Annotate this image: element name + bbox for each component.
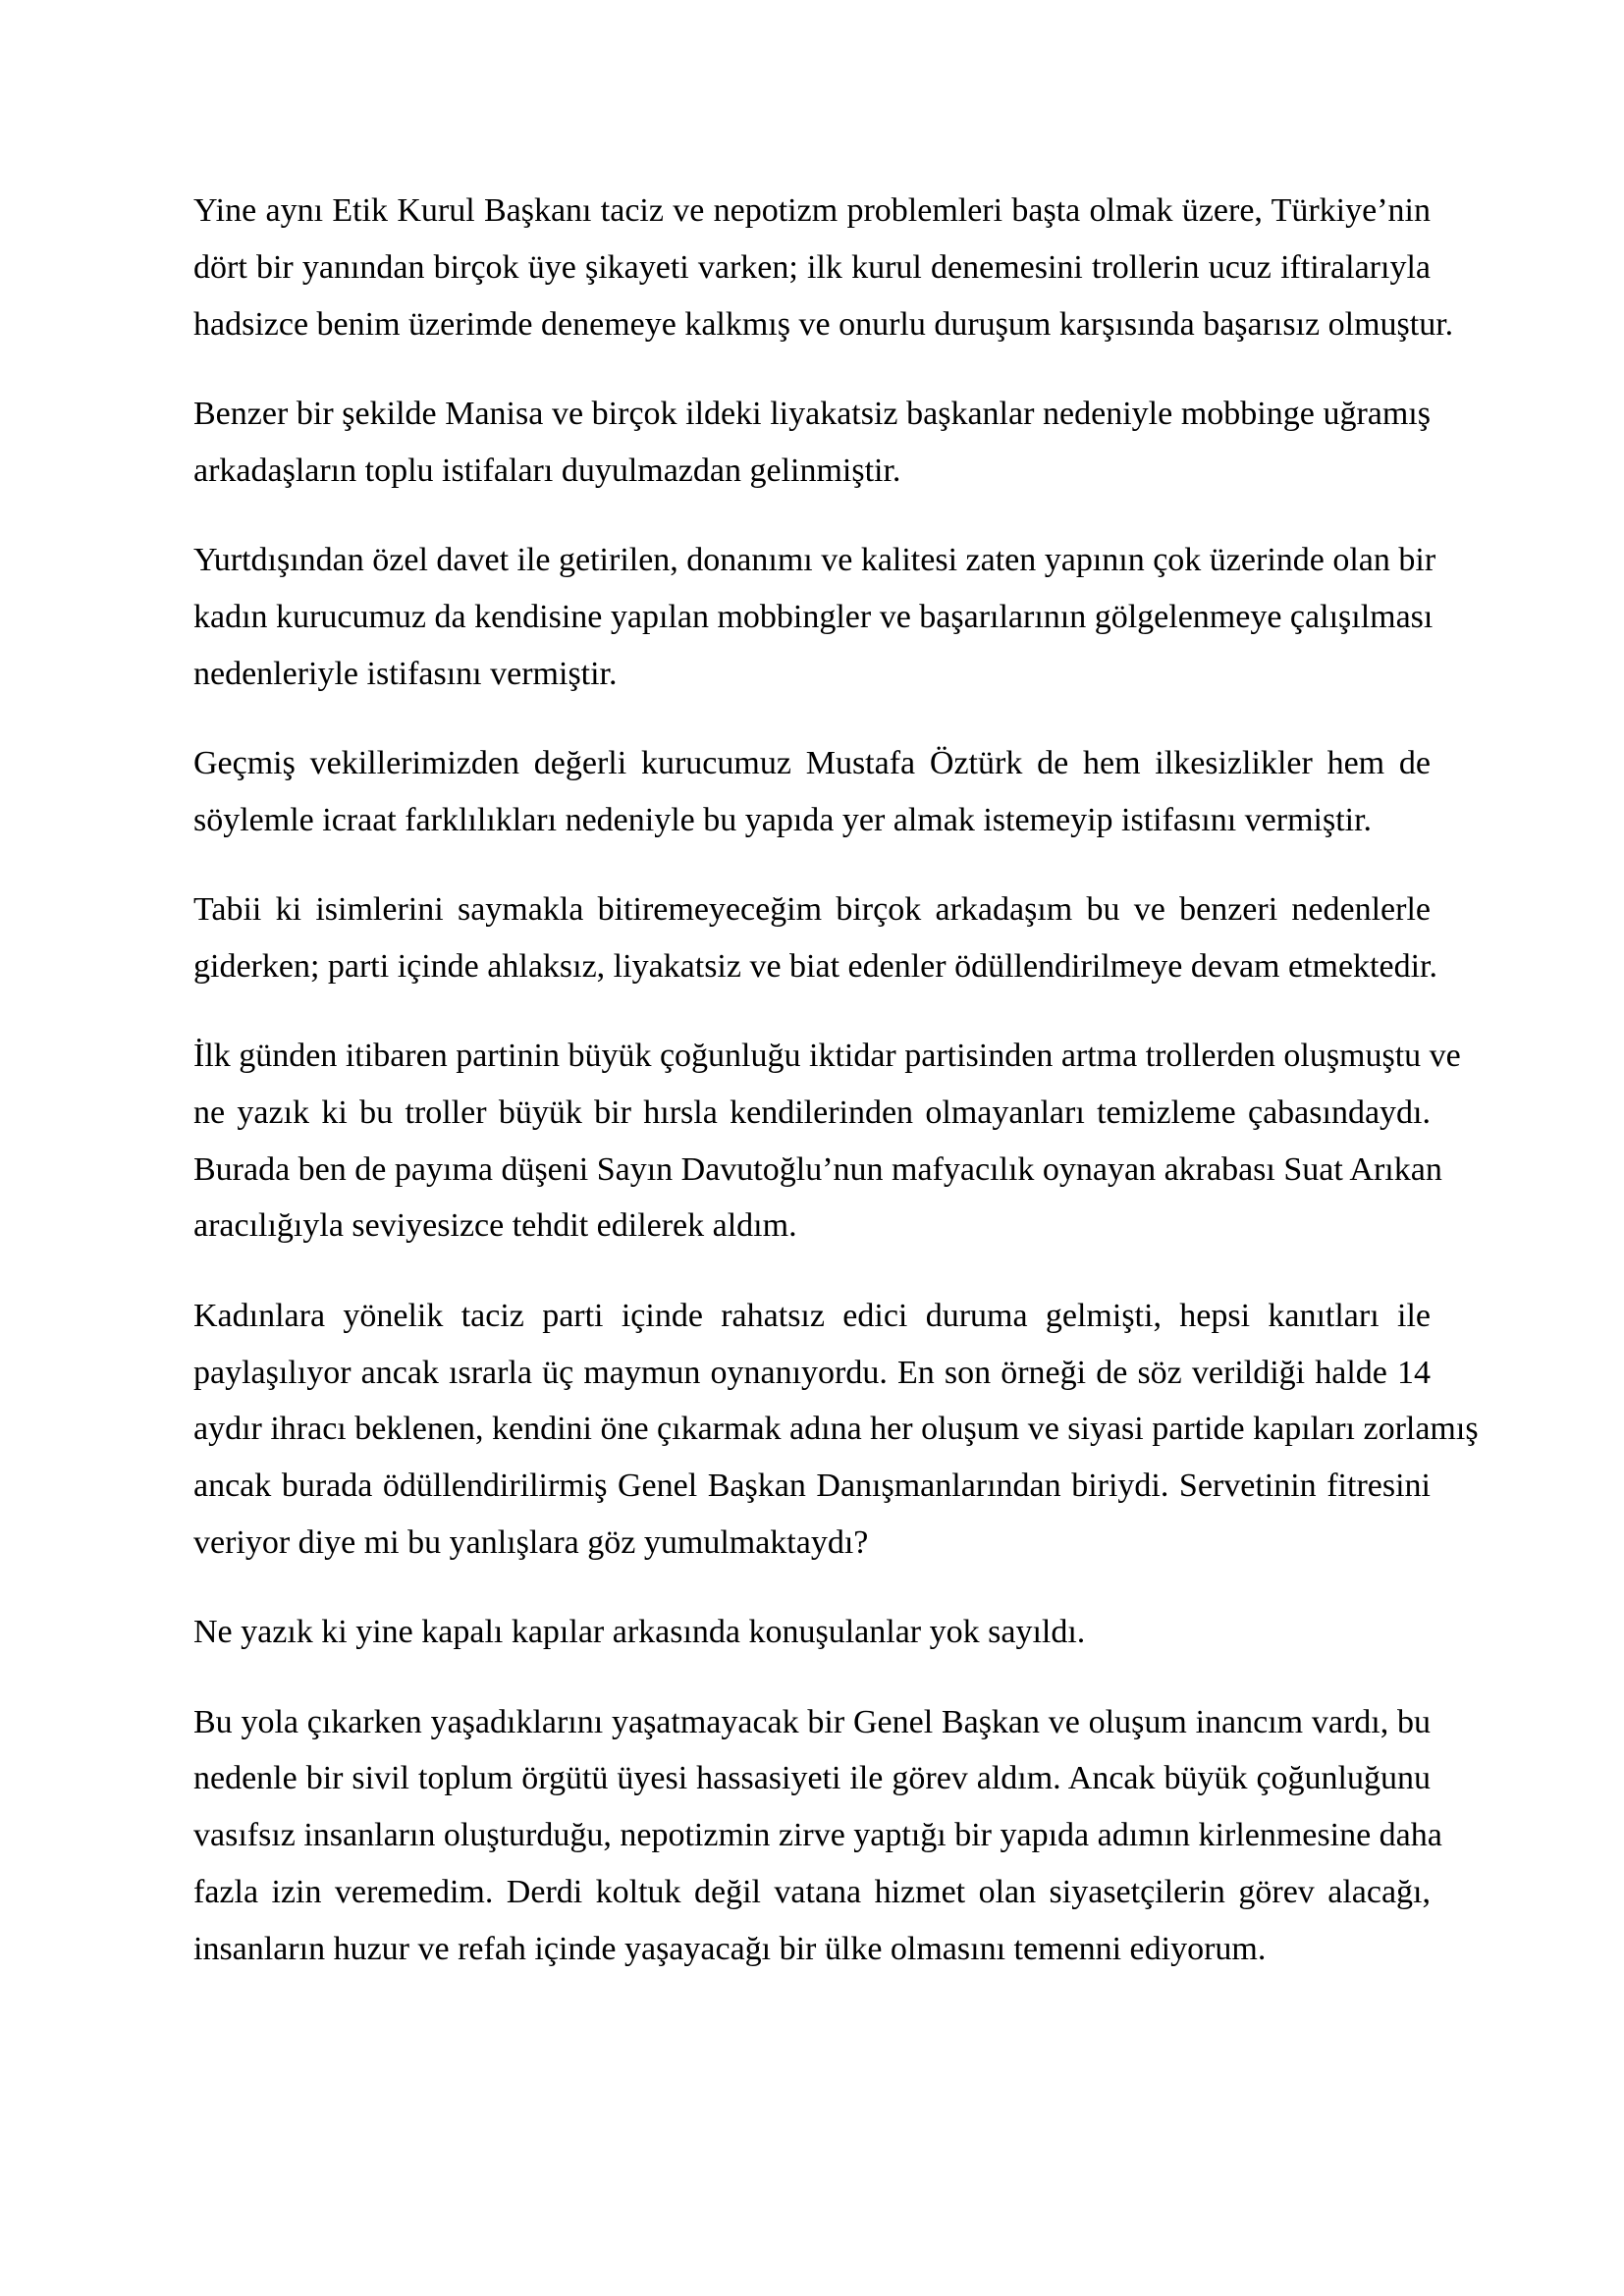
text-line: nedenle bir sivil toplum örgütü üyesi hassasiyeti ile görev aldım. Ancak büyük çoğunluğunu — [193, 1760, 1431, 1797]
text-line: nedenleriyle istifasını vermiştir. — [193, 655, 618, 692]
text-line: veriyor diye mi bu yanlışlara göz yumulmaktaydı? — [193, 1523, 869, 1561]
text-line: aracılığıyla seviyesizce tehdit edilerek aldım. — [193, 1207, 797, 1245]
paragraph-9 — [193, 1694, 1442, 1978]
text-line: Yurtdışından özel davet ile getirilen, donanımı ve kalitesi zaten yapının çok üzerinde olan bir — [193, 541, 1436, 578]
text-line: söylemle icraat farklılıkları nedeniyle bu yapıda yer almak istemeyip istifasını vermiştir. — [193, 801, 1373, 838]
text-line: fazla izin veremedim. Derdi koltuk değil vatana hizmet olan siyasetçilerin görev alacağı, — [193, 1873, 1431, 1910]
text-line: giderken; parti içinde ahlaksız, liyakatsiz ve biat edenler ödüllendirilmeye devam etmektedir. — [193, 947, 1437, 985]
text-line: Tabii ki isimlerini saymakla bitiremeyeceğim birçok arkadaşım bu ve benzeri nedenlerle — [193, 890, 1431, 928]
paragraph-1 — [193, 183, 1454, 352]
text-line: insanların huzur ve refah içinde yaşayacağı bir ülke olmasını temenni ediyorum. — [193, 1930, 1267, 1967]
text-line: arkadaşların toplu istifaları duyulmazdan gelinmiştir. — [193, 452, 901, 489]
paragraph-5 — [193, 881, 1437, 995]
text-line: Burada ben de payıma düşeni Sayın Davutoğlu’nun mafyacılık oynayan akrabası Suat Arıkan — [193, 1150, 1442, 1188]
text-line: Geçmiş vekillerimizden değerli kurucumuz Mustafa Öztürk de hem ilkesizlikler hem de — [193, 744, 1431, 781]
paragraph-7 — [193, 1288, 1479, 1572]
paragraph-6 — [193, 1028, 1461, 1255]
text-line: Kadınlara yönelik taciz parti içinde rahatsız edici duruma gelmişti, hepsi kanıtları ile — [193, 1297, 1431, 1334]
text-line: vasıfsız insanların oluşturduğu, nepotizmin zirve yaptığı bir yapıda adımın kirlenmesine daha — [193, 1817, 1442, 1854]
text-line: ancak burada ödüllendirilirmiş Genel Başkan Danışmanlarından biriydi. Servetinin fitresini — [193, 1468, 1431, 1505]
text-line: Yine aynı Etik Kurul Başkanı taciz ve nepotizm problemleri başta olmak üzere, Türkiye’nin — [193, 192, 1431, 229]
text-line: Benzer bir şekilde Manisa ve birçok ildeki liyakatsiz başkanlar nedeniyle mobbinge uğramış — [193, 395, 1431, 432]
paragraph-2 — [193, 386, 1431, 500]
text-line: paylaşılıyor ancak ısrarla üç maymun oynanıyordu. En son örneği de söz verildiği halde 14 — [193, 1354, 1431, 1391]
text-line: dört bir yanından birçok üye şikayeti varken; ilk kurul denemesini trollerin ucuz iftiralarıyla — [193, 248, 1431, 286]
text-line: Bu yola çıkarken yaşadıklarını yaşatmayacak bir Genel Başkan ve oluşum inancım vardı, bu — [193, 1703, 1431, 1740]
text-line: hadsizce benim üzerimde denemeye kalkmış ve onurlu duruşum karşısında başarısız olmuştur. — [193, 305, 1454, 343]
text-line: aydır ihracı beklenen, kendini öne çıkarmak adına her oluşum ve siyasi partide kapıları zorlamış — [193, 1411, 1479, 1448]
text-line: ne yazık ki bu troller büyük bir hırsla kendilerinden olmayanları temizleme çabasındaydı. — [193, 1094, 1431, 1131]
document-body — [193, 183, 1479, 2010]
text-line: kadın kurucumuz da kendisine yapılan mobbingler ve başarılarının gölgelenmeye çalışılması — [193, 598, 1434, 635]
paragraph-3 — [193, 532, 1436, 702]
paragraph-8 — [193, 1604, 1431, 1661]
paragraph-4 — [193, 735, 1431, 849]
text-line: Ne yazık ki yine kapalı kapılar arkasında konuşulanlar yok sayıldı. — [193, 1614, 1086, 1651]
text-line: İlk günden itibaren partinin büyük çoğunluğu iktidar partisinden artma trollerden oluşmuştu ve — [193, 1038, 1461, 1075]
